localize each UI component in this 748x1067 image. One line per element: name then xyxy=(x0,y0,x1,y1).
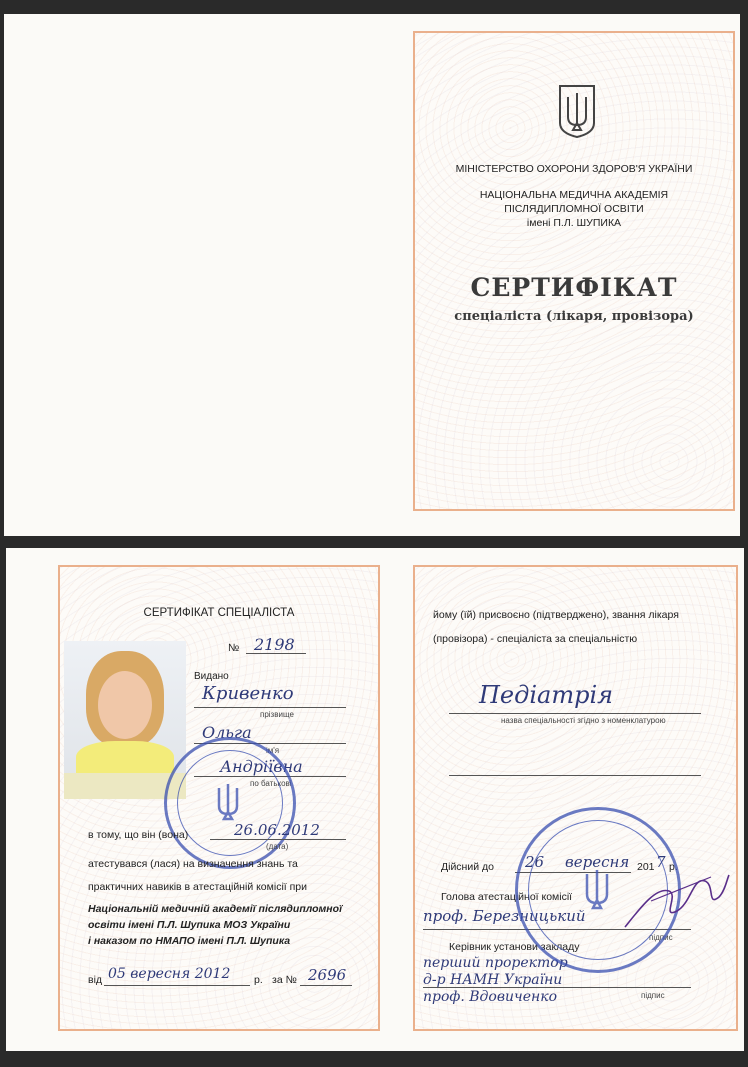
head-signature-underline xyxy=(423,987,691,988)
specialty-value: Педіатрія xyxy=(479,681,614,709)
trident-seal-icon xyxy=(578,866,616,912)
left-page-panel xyxy=(58,565,380,1031)
order-number: 2696 xyxy=(308,966,347,984)
from-label: від xyxy=(88,974,103,986)
valid-year-prefix: 201 xyxy=(637,861,655,873)
assigned-line2: (провізора) - спеціаліста за спеціальністю xyxy=(433,633,638,645)
issued-label: Видано xyxy=(194,671,229,682)
head-signature-caption: підпис xyxy=(641,991,665,1000)
academy-name-line1: НАЦІОНАЛЬНА МЕДИЧНА АКАДЕМІЯ xyxy=(479,189,669,201)
valid-day: 26 xyxy=(525,853,545,871)
academy-name-line3: імені П.Л. ШУПИКА xyxy=(526,217,622,229)
commission-chair-label: Голова атестаційної комісії xyxy=(441,891,573,903)
specialty-underline xyxy=(449,713,701,714)
ministry-name: МІНІСТЕРСТВО ОХОРОНИ ЗДОРОВ'Я УКРАЇНИ xyxy=(455,163,693,175)
head-sign-line1: перший проректор xyxy=(423,955,568,971)
signature-scribble-icon xyxy=(621,867,731,937)
practical-line: практичних навиків в атестаційній комісії при xyxy=(88,881,308,893)
chair-signature-caption: підпис xyxy=(649,933,673,942)
valid-month: вересня xyxy=(565,853,630,871)
chair-signature-name: проф. Березницький xyxy=(423,907,586,925)
head-sign-line2: д-р НАМН України xyxy=(423,972,563,988)
academy-bold-line3: і наказом по НМАПО імені П.Л. Шупика xyxy=(88,935,291,947)
specialty-caption: назва спеціальності згідно з номенклатурою xyxy=(501,716,666,725)
patronymic-value: Андріївна xyxy=(220,757,303,776)
certificate-title: СЕРТИФІКАТ xyxy=(470,273,678,302)
assigned-line1: йому (їй) присвоєно (підтверджено), звання лікаря xyxy=(433,609,679,621)
name-caption: ім'я xyxy=(266,746,280,755)
specialty-extra-underline xyxy=(449,775,701,776)
trident-emblem-icon xyxy=(557,83,597,139)
certificate-number: 2198 xyxy=(254,635,295,654)
trident-seal-icon xyxy=(211,780,245,822)
order-date-underline xyxy=(104,985,250,986)
surname-caption: прізвище xyxy=(260,710,294,719)
head-sign-line3: проф. Вдовиченко xyxy=(423,989,558,1005)
left-page-heading: СЕРТИФІКАТ СПЕЦІАЛІСТА xyxy=(143,607,295,619)
patronymic-caption: по батькові xyxy=(250,779,292,788)
certificate-inner-sheet xyxy=(6,548,744,1051)
certificate-subtitle: спеціаліста (лікаря, провізора) xyxy=(454,309,694,324)
cover-panel xyxy=(413,31,735,511)
academy-bold-line2: освіти імені П.Л. Шупика МОЗ України xyxy=(88,919,291,931)
academy-name-line2: ПІСЛЯДИПЛОМНОЇ ОСВІТИ xyxy=(504,203,644,215)
date-caption: (дата) xyxy=(266,842,289,851)
valid-year-digit: 7 xyxy=(656,853,666,871)
holder-photo xyxy=(64,641,186,799)
order-number-underline xyxy=(300,985,352,986)
certificate-cover-sheet xyxy=(4,14,740,536)
attestation-date: 26.06.2012 xyxy=(234,821,320,839)
valid-year-suffix: р. xyxy=(669,861,678,873)
academy-bold-line1: Національній медичній академії післядипломної xyxy=(88,903,342,915)
year-suffix: р. xyxy=(254,974,263,986)
order-date: 05 вересня 2012 xyxy=(108,966,231,982)
surname-underline xyxy=(194,707,346,708)
attested-line: атестувався (лася) на визначення знань та xyxy=(88,858,298,870)
order-number-label: за № xyxy=(272,974,297,986)
in-that-label: в тому, що він (вона) xyxy=(88,829,189,841)
name-value: Ольга xyxy=(202,723,252,742)
valid-until-label: Дійсний до xyxy=(441,861,494,873)
right-page-panel xyxy=(413,565,738,1031)
institution-head-label: Керівник установи закладу xyxy=(449,941,580,953)
number-label: № xyxy=(228,642,240,654)
surname-value: Кривенко xyxy=(202,683,294,704)
date-underline xyxy=(210,839,346,840)
